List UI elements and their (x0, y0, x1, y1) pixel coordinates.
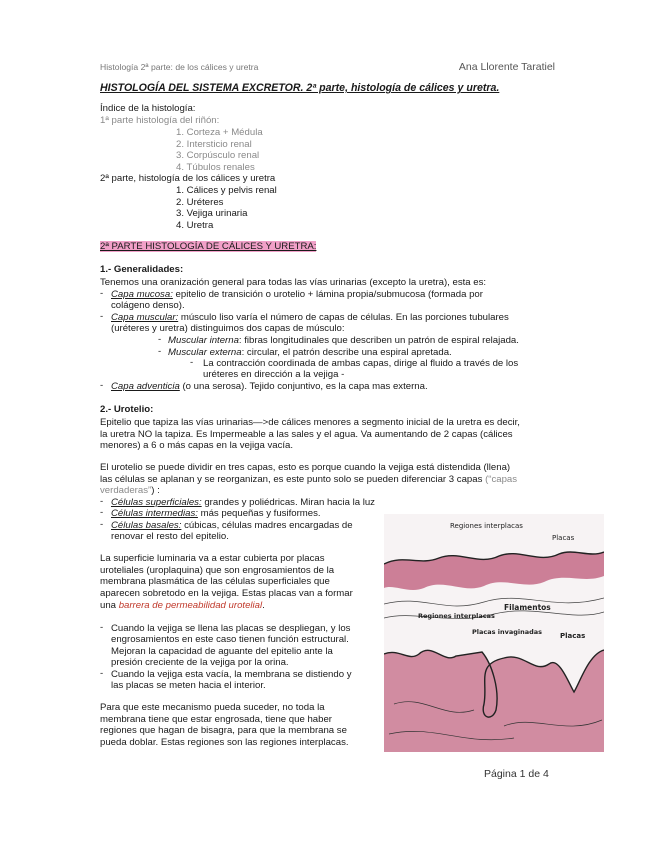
s2-heading: 2.- Urotelio: (100, 404, 154, 415)
s1-intro: Tenemos una oranización general para todas las vías urinarias (excepto la uretra), esta es: (100, 277, 487, 288)
cell-basal-line2: renovar el resto del epitelio. (111, 531, 229, 542)
cell-basal: Células basales: cúbicas, células madres encargadas de (111, 520, 353, 531)
header-right: Ana Llorente Taratiel (458, 61, 555, 73)
adventicia-line: Capa adventicia (o una serosa). Tejido conjuntivo, es la capa mas externa. (111, 381, 428, 392)
bullet-dash: - (100, 519, 104, 530)
section-title: 2ª PARTE HISTOLOGÍA DE CÁLICES Y URETRA: (100, 241, 317, 252)
index-part2-item: 2. Uréteres (176, 197, 224, 208)
paragraph-line: aparecen sobretodo en la vejiga. Estas placas van a formar (100, 588, 353, 599)
paragraph-line: uroteliales (uroplaquina) que son engrosamientos de la (100, 565, 335, 576)
label-regiones-top: Regiones interplacas (450, 522, 523, 530)
bullet-dash: - (100, 668, 104, 679)
index-part2-item: 4. Uretra (176, 220, 214, 231)
cell-superficial: Células superficiales: grandes y poliédricas. Miran hacia la luz (111, 497, 375, 508)
index-part1-item: 1. Corteza + Médula (176, 127, 263, 138)
s1-heading: 1.- Generalidades: (100, 264, 184, 275)
index-part1: 1ª parte histología del riñón: (100, 115, 220, 126)
contraction-line1: La contracción coordinada de ambas capas, dirige al fluido a través de los (203, 358, 519, 369)
index-heading: Índice de la histología: (100, 103, 196, 114)
paragraph-line: regiones que hagan de bisagra, para que la membrana se (100, 725, 347, 736)
muscular-interna: Muscular interna: fibras longitudinales que describen un patrón de espiral relajada. (168, 335, 519, 346)
index-part2-item: 1. Cálices y pelvis renal (176, 185, 277, 196)
paragraph-line: membrana tiene que estar engrosada, tiene que haber (100, 714, 333, 725)
muscular-line2: (uréteres y uretra) distinguimos dos capas de músculo: (111, 323, 345, 334)
paragraph-line: membrana plasmática de las células superficiales que (100, 576, 330, 587)
paragraph-line: una barrera de permeabilidad urotelial. (100, 600, 265, 611)
urothelium-plaques-figure (384, 514, 604, 752)
paragraph-line: pueda doblar. Estas regiones son las regiones interplacas. (100, 737, 349, 748)
bullet-line: las placas se meten hacia el interior. (111, 680, 266, 691)
bullet-dash: - (158, 334, 162, 345)
label-regiones-mid: Regiones interplacas (418, 612, 495, 620)
bullet-line: Cuando la vejiga esta vacía, la membrana se distiendo y (111, 669, 352, 680)
index-part1-item: 4. Túbulos renales (176, 162, 255, 173)
paragraph-line: El urotelio se puede dividir en tres capas, esto es porque cuando la vejiga está distendida (llena) (100, 462, 511, 473)
index-part1-item: 2. Intersticio renal (176, 139, 252, 150)
bullet-line: engrosamientos en este caso tienen función estructural. (111, 634, 349, 645)
paragraph-line: La superficie luminaria va a estar cubierta por placas (100, 553, 325, 564)
bullet-dash: - (190, 357, 194, 368)
bullet-dash: - (100, 622, 104, 633)
paragraph-line: verdaderas”) : (100, 485, 160, 496)
bullet-line: Mejoran la capacidad de aguante del epitelio ante la (111, 646, 333, 657)
cell-intermedia: Células intermedias: más pequeñas y fusiformes. (111, 508, 321, 519)
label-filamentos: Filamentos (504, 603, 551, 612)
bullet-dash: - (100, 496, 104, 507)
paragraph-line: las células se aplanan y se reorganizan, es este punto solo se pueden diferenciar 3 capas (“capas (100, 474, 518, 485)
bullet-line: Cuando la vejiga se llena las placas se despliegan, y los (111, 623, 351, 634)
index-part2: 2ª parte, histología de los cálices y uretra (100, 173, 276, 184)
header-left: Histología 2ª parte: de los cálices y uretra (100, 62, 259, 72)
bullet-dash: - (100, 311, 104, 322)
paragraph-line: Epitelio que tapiza las vías urinarias—>de cálices menores a segmento inicial de la uretra es decir, (100, 417, 520, 428)
bullet-dash: - (100, 288, 104, 299)
label-placas-invaginadas: Placas invaginadas (472, 628, 543, 636)
contraction-line2: uréteres en dirección a la vejiga - (203, 369, 345, 380)
bullet-dash: - (158, 346, 162, 357)
paragraph-line: menores) a 6 o más capas en la vejiga vacía. (100, 440, 294, 451)
document-title: HISTOLOGÍA DEL SISTEMA EXCRETOR. 2ª parte, histología de cálices y uretra. (100, 82, 500, 94)
muscular-line: Capa muscular: músculo liso varía el número de capas de células. En las porciones tubulares (111, 312, 509, 323)
paragraph-line: la uretra NO la tapiza. Es Impermeable a las sales y el agua. Va aumentando de 2 capas (cálices (100, 429, 513, 440)
page-number: Página 1 de 4 (484, 768, 549, 780)
mucosa-line: Capa mucosa: epitelio de transición o urotelio + lámina propia/submucosa (formada por (111, 289, 483, 300)
label-placas-top: Placas (552, 534, 575, 542)
paragraph-line: Para que este mecanismo pueda suceder, no toda la (100, 702, 325, 713)
bullet-dash: - (100, 507, 104, 518)
index-part2-item: 3. Vejiga urinaria (176, 208, 248, 219)
mucosa-line2: colágeno denso). (111, 300, 185, 311)
index-part1-item: 3. Corpúsculo renal (176, 150, 260, 161)
muscular-externa: Muscular externa: circular, el patrón describe una espiral apretada. (168, 347, 452, 358)
label-placas-right: Placas (560, 632, 586, 640)
bullet-dash: - (100, 380, 104, 391)
bullet-line: presión creciente de la vejiga por la orina. (111, 657, 289, 668)
